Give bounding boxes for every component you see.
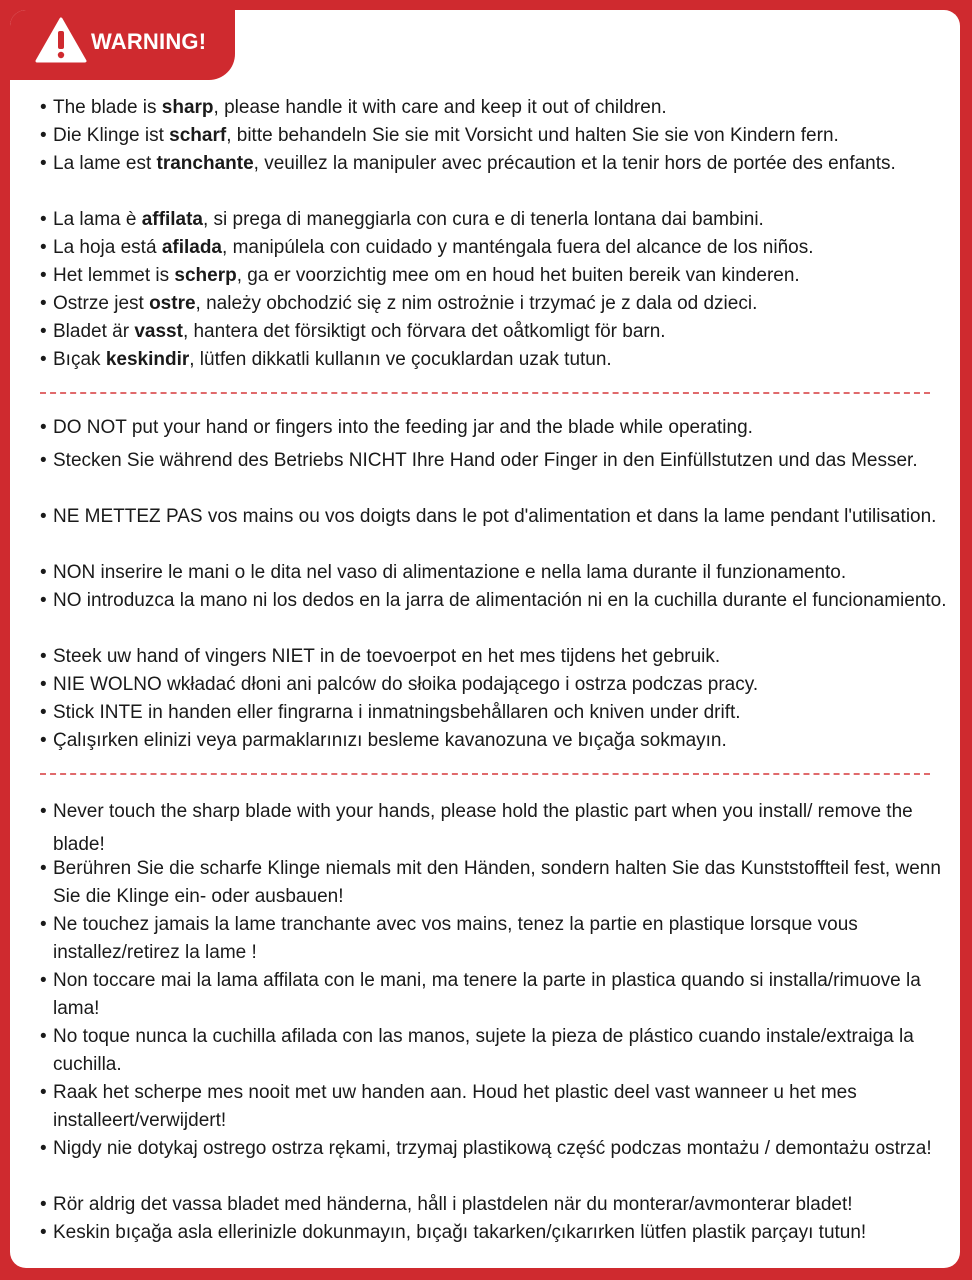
- warning-item: [40, 503, 953, 531]
- highlight-word: affilata: [141, 209, 203, 230]
- section-divider: [40, 392, 930, 394]
- bullet-icon: •: [40, 153, 47, 174]
- bullet-icon: •: [40, 450, 47, 471]
- bullet-icon: •: [40, 97, 47, 118]
- bullet-icon: •: [40, 970, 47, 991]
- warning-item: [40, 671, 953, 699]
- bullet-icon: •: [40, 125, 47, 146]
- warning-item: [40, 559, 953, 587]
- bullet-icon: •: [40, 1026, 47, 1047]
- warning-item: [40, 414, 953, 442]
- item-text: , ga er voorzichtig mee om en houd het buiten bereik van kinderen.: [236, 265, 800, 286]
- bullet-icon: •: [40, 1138, 47, 1159]
- warning-item: [40, 290, 953, 318]
- bullet-icon: •: [40, 914, 47, 935]
- highlight-word: ostre: [149, 293, 196, 314]
- bullet-icon: •: [40, 801, 47, 822]
- warning-item: [40, 587, 953, 615]
- bullet-icon: •: [40, 674, 47, 695]
- warning-item: [40, 150, 953, 178]
- highlight-word: keskindir: [105, 349, 190, 370]
- bullet-icon: •: [40, 1082, 47, 1103]
- item-text: NON inserire le mani o le dita nel vaso di alimentazione e nella lama durante il funzionamento.: [53, 562, 847, 583]
- warning-triangle-icon: [35, 16, 87, 64]
- item-text: La lama è: [53, 209, 142, 230]
- item-text: Het lemmet is: [53, 265, 175, 286]
- item-text: Non toccare mai la lama affilata con le mani, ma tenere la parte in plastica quando si installa/rimuove la lama!: [53, 970, 921, 1019]
- item-text: Stick INTE in handen eller fingrarna i inmatningsbehållaren och kniven under drift.: [53, 702, 741, 723]
- item-text: , please handle it with care and keep it out of children.: [213, 97, 667, 118]
- highlight-word: scherp: [174, 265, 237, 286]
- warning-item: [40, 643, 953, 671]
- item-text: Ostrze jest: [53, 293, 150, 314]
- highlight-word: tranchante: [156, 153, 254, 174]
- item-text: Keskin bıçağa asla ellerinizle dokunmayın, bıçağı takarken/çıkarırken lütfen plastik parçayı tutun!: [53, 1222, 867, 1243]
- item-text: Stecken Sie während des Betriebs NICHT Ihre Hand oder Finger in den Einfüllstutzen und das Messer.: [53, 450, 918, 471]
- warning-item: [40, 699, 953, 727]
- item-text: DO NOT put your hand or fingers into the feeding jar and the blade while operating.: [53, 417, 753, 438]
- item-text: Bıçak: [53, 349, 106, 370]
- bullet-icon: •: [40, 265, 47, 286]
- item-text: Çalışırken elinizi veya parmaklarınızı besleme kavanozuna ve bıçağa sokmayın.: [53, 730, 727, 751]
- bullet-icon: •: [40, 1222, 47, 1243]
- item-text: La hoja está: [53, 237, 162, 258]
- warning-item: [40, 967, 953, 1023]
- warning-label: WARNING!: [91, 29, 207, 54]
- bullet-icon: •: [40, 858, 47, 879]
- bullet-icon: •: [40, 702, 47, 723]
- warning-item: [40, 94, 953, 122]
- highlight-word: sharp: [161, 97, 214, 118]
- warning-item: [40, 911, 953, 967]
- warning-item: [40, 262, 953, 290]
- highlight-word: vasst: [134, 321, 183, 342]
- warning-item: [40, 318, 953, 346]
- item-text: Ne touchez jamais la lame tranchante avec vos mains, tenez la partie en plastique lorsque vous installez/retirez la lame !: [53, 914, 858, 963]
- warning-item: [40, 122, 953, 150]
- bullet-icon: •: [40, 209, 47, 230]
- item-text: Die Klinge ist: [53, 125, 170, 146]
- warning-item: [40, 1191, 953, 1219]
- warning-card: [10, 10, 960, 1268]
- bullet-icon: •: [40, 349, 47, 370]
- bullet-icon: •: [40, 646, 47, 667]
- item-text: The blade is: [53, 97, 162, 118]
- item-text: Nigdy nie dotykaj ostrego ostrza rękami, trzymaj plastikową część podczas montażu / demontażu ostrza!: [53, 1138, 932, 1159]
- item-text: , lütfen dikkatli kullanın ve çocuklardan uzak tutun.: [189, 349, 612, 370]
- warning-item: [40, 1219, 953, 1247]
- warning-item: [40, 1023, 953, 1079]
- item-text: Rör aldrig det vassa bladet med händerna, håll i plastdelen när du monterar/avmonterar bladet!: [53, 1194, 853, 1215]
- item-text: No toque nunca la cuchilla afilada con las manos, sujete la pieza de plástico cuando instale/extraiga la cuchilla.: [53, 1026, 914, 1075]
- item-text: , manipúlela con cuidado y manténgala fuera del alcance de los niños.: [222, 237, 814, 258]
- item-text: Bladet är: [53, 321, 135, 342]
- item-text: Never touch the sharp blade with your hands, please hold the plastic part when you install/ remove the blade!: [53, 801, 913, 855]
- bullet-icon: •: [40, 293, 47, 314]
- section-divider: [40, 773, 930, 775]
- item-text: Steek uw hand of vingers NIET in de toevoerpot en het mes tijdens het gebruik.: [53, 646, 721, 667]
- bullet-icon: •: [40, 562, 47, 583]
- item-text: NE METTEZ PAS vos mains ou vos doigts dans le pot d'alimentation et dans la lame pendant l'utilisation.: [53, 506, 937, 527]
- warning-item: [40, 855, 953, 911]
- bullet-icon: •: [40, 1194, 47, 1215]
- bullet-icon: •: [40, 730, 47, 751]
- warning-item: [40, 1079, 953, 1135]
- item-text: NIE WOLNO wkładać dłoni ani palców do słoika podającego i ostrza podczas pracy.: [53, 674, 759, 695]
- item-text: La lame est: [53, 153, 157, 174]
- warning-item: [40, 1135, 953, 1163]
- item-text: , si prega di maneggiarla con cura e di tenerla lontana dai bambini.: [202, 209, 764, 230]
- item-text: , bitte behandeln Sie sie mit Vorsicht und halten Sie sie von Kindern fern.: [226, 125, 839, 146]
- item-text: Raak het scherpe mes nooit met uw handen aan. Houd het plastic deel vast wanneer u het mes installeert/verwijdert!: [53, 1082, 857, 1131]
- warning-item: [40, 447, 953, 475]
- highlight-word: scharf: [169, 125, 227, 146]
- item-text: , należy obchodzić się z nim ostrożnie i trzymać je z dala od dzieci.: [195, 293, 758, 314]
- warning-item: [40, 346, 953, 374]
- item-text: , hantera det försiktigt och förvara det oåtkomligt för barn.: [182, 321, 666, 342]
- bullet-icon: •: [40, 506, 47, 527]
- warning-badge: [10, 10, 235, 80]
- item-text: Berühren Sie die scharfe Klinge niemals mit den Händen, sondern halten Sie das Kunststoffteil fest, wenn Sie die Klinge ein- oder ausbauen!: [53, 858, 941, 907]
- bullet-icon: •: [40, 417, 47, 438]
- bullet-icon: •: [40, 237, 47, 258]
- item-text: NO introduzca la mano ni los dedos en la jarra de alimentación ni en la cuchilla durante el funcionamiento.: [53, 590, 947, 611]
- warning-item: [40, 727, 953, 755]
- highlight-word: afilada: [161, 237, 223, 258]
- item-text: , veuillez la manipuler avec précaution et la tenir hors de portée des enfants.: [253, 153, 896, 174]
- bullet-icon: •: [40, 321, 47, 342]
- warning-item: [40, 795, 953, 861]
- warning-item: [40, 206, 953, 234]
- bullet-icon: •: [40, 590, 47, 611]
- warning-item: [40, 234, 953, 262]
